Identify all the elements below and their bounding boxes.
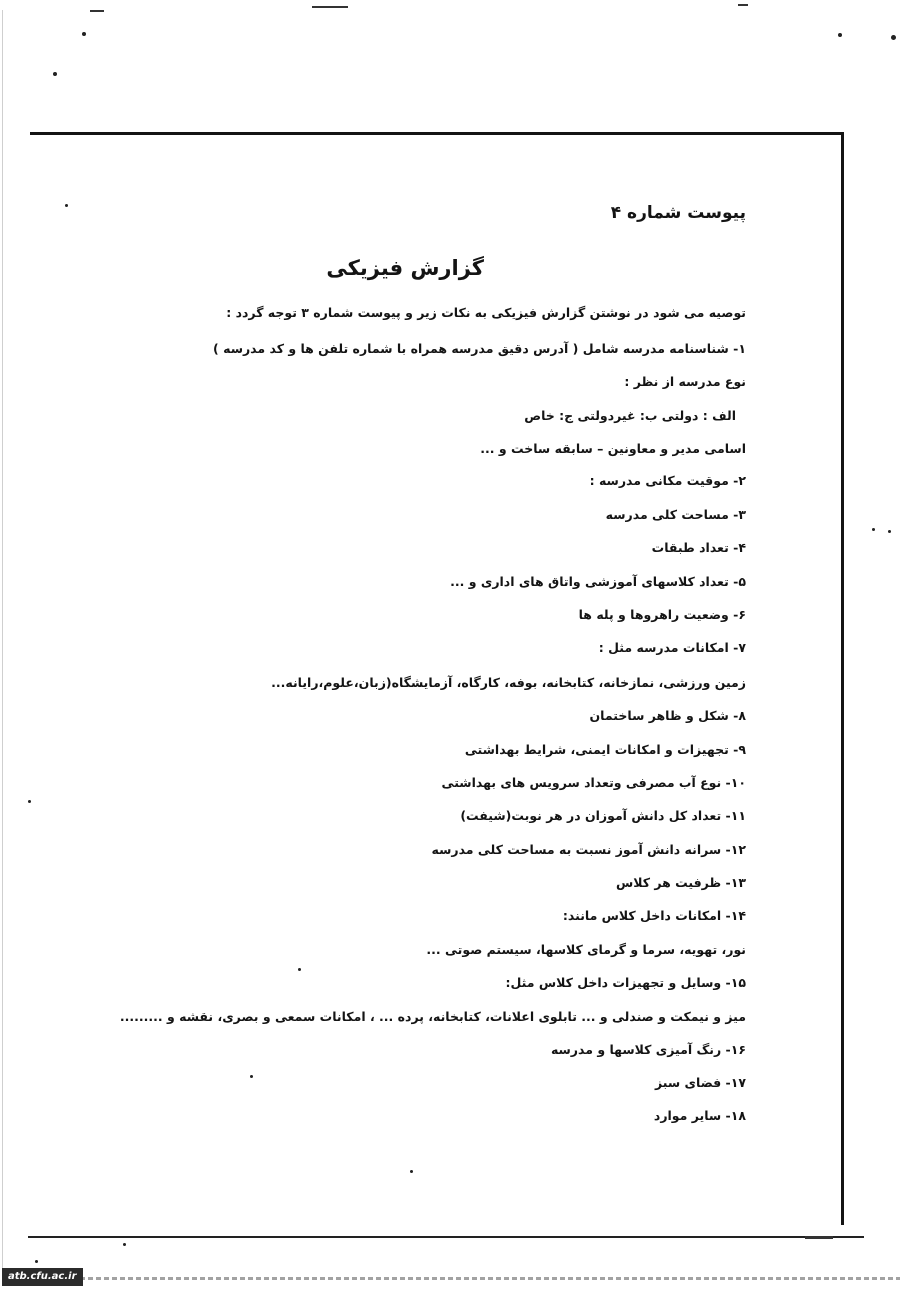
scan-dash: [312, 6, 348, 8]
scan-noise-strip: [80, 1277, 900, 1280]
list-item: ۸- شکل و ظاهر ساختمان: [589, 708, 746, 723]
scan-speck: [410, 1170, 413, 1173]
frame-top-border: [30, 132, 844, 135]
scan-speck: [891, 35, 896, 40]
list-item: ۱۷- فضای سبز: [655, 1075, 746, 1090]
list-item: الف : دولتی ب: غیردولتی ج: خاص: [524, 408, 736, 423]
scan-speck: [35, 1260, 38, 1263]
site-watermark: atb.cfu.ac.ir: [2, 1268, 83, 1286]
list-item: نور، تهویه، سرما و گرمای کلاسها، سیستم صوتی ...: [426, 942, 746, 957]
list-item: ۱۲- سرانه دانش آموز نسبت به مساحت کلی مدرسه: [431, 842, 746, 857]
scan-speck: [65, 204, 68, 207]
list-item: ۱۶- رنگ آمیزی کلاسها و مدرسه: [550, 1042, 746, 1057]
list-item: میز و نیمکت و صندلی و ... تابلوی اعلانات، کتابخانه، پرده ... ، امکانات سمعی و بصری، نقشه و .........: [119, 1009, 746, 1024]
list-item: اسامی مدیر و معاونین – سابقه ساخت و ...: [480, 441, 746, 456]
list-item: ۱۴- امکانات داخل کلاس مانند:: [562, 908, 746, 923]
scan-dash: [805, 1236, 833, 1239]
list-item: ۱۵- وسایل و تجهیزات داخل کلاس مثل:: [505, 975, 746, 990]
scan-speck: [250, 1075, 253, 1078]
list-item: ۷- امکانات مدرسه مثل :: [598, 640, 746, 655]
list-item: ۲- موقیت مکانی مدرسه :: [589, 473, 746, 488]
list-item: ۵- تعداد کلاسهای آموزشی واتاق های اداری و ...: [450, 574, 746, 589]
scan-speck: [123, 1243, 126, 1246]
annex-label: پیوست شماره ۴: [610, 203, 746, 223]
scan-speck: [888, 530, 891, 533]
list-item: ۹- تجهیزات و امکانات ایمنی، شرایط بهداشتی: [464, 742, 746, 757]
intro-text: توصیه می شود در نوشتن گزارش فیزیکی به نکات زیر و پیوست شماره ۳ توجه گردد :: [226, 305, 746, 320]
list-item: ۱- شناسنامه مدرسه شامل ( آدرس دقیق مدرسه همراه با شماره تلفن ها و کد مدرسه ): [213, 341, 746, 356]
scan-speck: [53, 72, 57, 76]
scan-left-edge: [2, 10, 3, 1280]
scan-speck: [872, 528, 875, 531]
list-item: ۱۸- سایر موارد: [653, 1108, 746, 1123]
list-item: زمین ورزشی، نمازخانه، کتابخانه، بوفه، کارگاه، آزمایشگاه(زبان،علوم،رایانه...: [271, 675, 746, 690]
list-item: ۶- وضعیت راهروها و پله ها: [578, 607, 746, 622]
list-item: ۱۰- نوع آب مصرفی وتعداد سرویس های بهداشتی: [441, 775, 746, 790]
scan-speck: [838, 33, 842, 37]
scan-speck: [28, 800, 31, 803]
list-item: نوع مدرسه از نظر :: [624, 374, 746, 389]
list-item: ۳- مساحت کلی مدرسه: [605, 507, 746, 522]
scan-dash: [738, 4, 748, 6]
scan-dash: [90, 10, 104, 12]
list-item: ۱۱- تعداد کل دانش آموزان در هر نوبت(شیفت): [460, 808, 746, 823]
list-item: ۱۳- ظرفیت هر کلاس: [615, 875, 746, 890]
frame-right-border: [841, 132, 844, 1225]
scan-speck: [298, 968, 301, 971]
scan-speck: [82, 32, 86, 36]
page-title: گزارش فیزیکی: [326, 256, 484, 280]
frame-bottom-border: [28, 1236, 864, 1238]
list-item: ۴- تعداد طبقات: [651, 540, 746, 555]
